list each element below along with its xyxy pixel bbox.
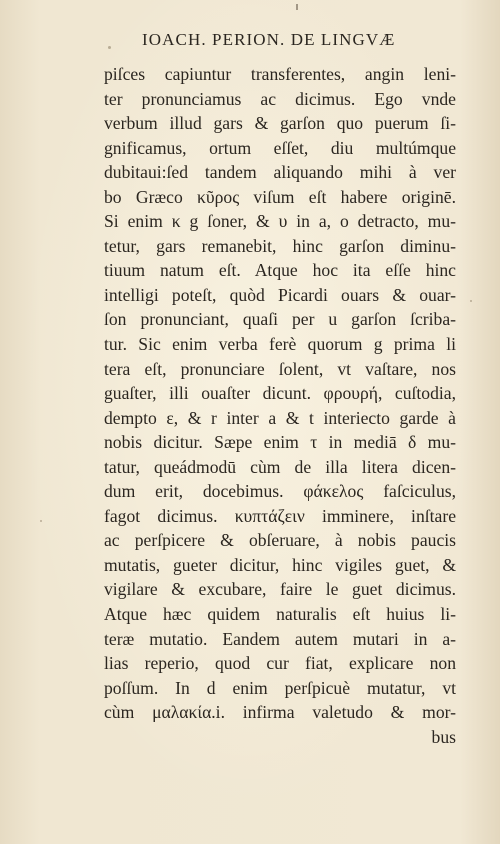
body-text xyxy=(104,62,456,749)
text-line: tera eſt, pronunciare ſolent, vt vaſtare, nos xyxy=(104,358,456,379)
text-line: Atque hæc quidem naturalis eſt huius li- xyxy=(104,604,456,625)
text-line: dubitaui:ſed tandem aliquando mihi à ver xyxy=(104,162,456,183)
text-line: bo Græco κῦρος viſum eſt habere originē. xyxy=(104,186,456,207)
text-line: ter pronunciamus ac dicimus. Ego vnde xyxy=(104,88,456,109)
text-line: tur. Sic enim verba ferè quorum g prima li xyxy=(104,334,456,355)
text-line: lias reperio, quod cur fiat, explicare non xyxy=(104,653,456,674)
text-line: verbum illud gars & garſon quo puerum ſi- xyxy=(104,113,456,134)
text-line: mutatis, gueter dicitur, hinc vigiles guet, & xyxy=(104,554,456,575)
text-line: tetur, gars remanebit, hinc garſon diminu- xyxy=(104,235,456,256)
text-line: ac perſpicere & obſeruare, à nobis paucis xyxy=(104,530,456,551)
text-line: vigilare & excubare, faire le guet dicimus. xyxy=(104,579,456,600)
text-line: tiuum natum eſt. Atque hoc ita eſſe hinc xyxy=(104,260,456,281)
ink-mark xyxy=(296,4,298,10)
text-line: poſſum. In d enim perſpicuè mutatur, vt xyxy=(104,677,456,698)
text-line: intelligi poteſt, quòd Picardi ouars & ouar- xyxy=(104,284,456,305)
text-line: dum erit, docebimus. φάκελος faſciculus, xyxy=(104,481,456,502)
paper-speck xyxy=(40,520,42,522)
text-line: Si enim κ g ſoner, & υ in a, ο detracto, mu- xyxy=(104,211,456,232)
text-line: cùm μαλακία.i. infirma valetudo & mor- xyxy=(104,702,456,723)
text-line: guaſter, illi ouaſter dicunt. φρουρή, cuſtodia, xyxy=(104,383,456,404)
running-head: IOACH. PERION. DE LINGVÆ xyxy=(142,30,396,49)
text-line: ſon pronunciant, quaſi per u garſon ſcriba- xyxy=(104,309,456,330)
text-line: fagot dicimus. κυπτάζειν imminere, inſtare xyxy=(104,505,456,526)
text-line: nobis dicitur. Sæpe enim τ in mediā δ mu- xyxy=(104,432,456,453)
text-line: gnificamus, ortum eſſet, diu multúmque xyxy=(104,137,456,158)
text-line: dempto ε, & r inter a & t interiecto garde à xyxy=(104,407,456,428)
catchword: bus xyxy=(431,726,456,747)
text-line: piſces capiuntur transferentes, angin leni- xyxy=(104,64,456,84)
text-line: tatur, queádmodū cùm de illa litera dicen- xyxy=(104,456,456,477)
text-line: teræ mutatio. Eandem autem mutari in a- xyxy=(104,628,456,649)
paper-speck xyxy=(470,300,472,302)
paper-speck xyxy=(108,46,111,49)
